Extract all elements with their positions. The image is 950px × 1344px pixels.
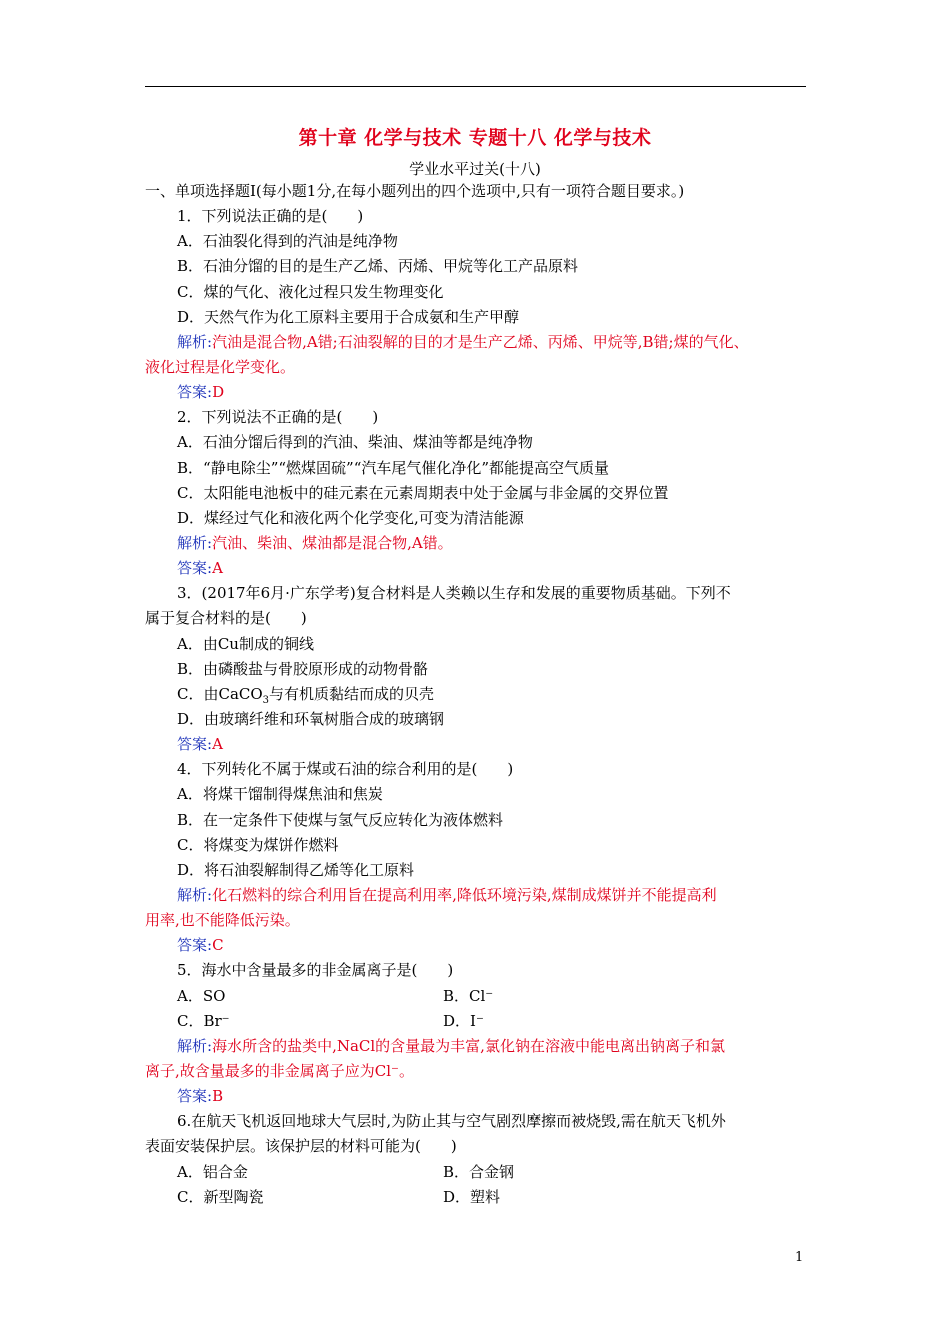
q5-option-a: A．SO	[177, 987, 226, 1005]
q4-analysis-cont: 用率,也不能降低污染。	[145, 911, 300, 929]
q2-answer	[177, 558, 223, 578]
q3-option-c-subscript: 3	[262, 695, 270, 706]
page-subtitle: 学业水平过关(十八)	[409, 160, 541, 178]
q3-option-d: D．由玻璃纤维和环氧树脂合成的玻璃钢	[177, 710, 445, 728]
q1-analysis-text: 汽油是混合物,A错;石油裂解的目的才是生产乙烯、丙烯、甲烷等,B错;煤的气化、	[212, 333, 749, 351]
q2-stem: 2．下列说法不正确的是( )	[177, 408, 379, 426]
q1-analysis	[177, 332, 749, 352]
q3-answer-value: A	[212, 735, 223, 753]
q5-analysis-cont: 离子,故含量最多的非金属离子应为Cl⁻。	[145, 1062, 414, 1080]
answer-label: 答案:	[177, 1087, 213, 1105]
q6-option-c: C．新型陶瓷	[177, 1188, 264, 1206]
q3-stem-cont: 属于复合材料的是( )	[145, 609, 307, 627]
q1-answer-value: D	[212, 383, 225, 401]
q2-analysis-text: 汽油、柴油、煤油都是混合物,A错。	[212, 534, 453, 552]
q5-answer	[177, 1086, 223, 1106]
section-heading: 一、单项选择题Ⅰ(每小题1分,在每小题列出的四个选项中,只有一项符合题目要求。)	[145, 182, 685, 200]
q6-stem-cont: 表面安装保护层。该保护层的材料可能为( )	[145, 1137, 457, 1155]
q2-option-a: A．石油分馏后得到的汽油、柴油、煤油等都是纯净物	[177, 433, 533, 451]
analysis-label: 解析:	[177, 534, 213, 552]
analysis-label: 解析:	[177, 333, 213, 351]
answer-label: 答案:	[177, 383, 213, 401]
q1-option-d: D．天然气作为化工原料主要用于合成氨和生产甲醇	[177, 308, 520, 326]
q3-option-c-post: 与有机质黏结而成的贝壳	[269, 685, 435, 703]
q5-analysis	[177, 1036, 725, 1056]
q5-option-d: D．I⁻	[443, 1012, 484, 1030]
q1-answer	[177, 382, 224, 402]
q4-analysis	[177, 885, 717, 905]
q1-option-b: B．石油分馏的目的是生产乙烯、丙烯、甲烷等化工产品原料	[177, 257, 579, 275]
q3-answer	[177, 734, 223, 754]
answer-label: 答案:	[177, 936, 213, 954]
q4-answer-value: C	[212, 936, 224, 954]
q1-option-c: C．煤的气化、液化过程只发生物理变化	[177, 283, 444, 301]
answer-label: 答案:	[177, 559, 213, 577]
q2-option-c: C．太阳能电池板中的硅元素在元素周期表中处于金属与非金属的交界位置	[177, 484, 669, 502]
q4-analysis-text: 化石燃料的综合利用旨在提高利用率,降低环境污染,煤制成煤饼并不能提高利	[212, 886, 717, 904]
q2-answer-value: A	[212, 559, 223, 577]
q4-stem: 4．下列转化不属于煤或石油的综合利用的是( )	[177, 760, 514, 778]
q1-stem: 1．下列说法正确的是( )	[177, 207, 364, 225]
q5-option-c: C．Br⁻	[177, 1012, 230, 1030]
q3-option-c	[177, 684, 434, 711]
q3-stem: 3．(2017年6月·广东学考)复合材料是人类赖以生存和发展的重要物质基础。下列不	[177, 584, 731, 602]
q3-option-a: A．由Cu制成的铜线	[177, 635, 314, 653]
q5-stem: 5．海水中含量最多的非金属离子是( )	[177, 961, 454, 979]
q1-analysis-cont: 液化过程是化学变化。	[145, 358, 296, 376]
answer-label: 答案:	[177, 735, 213, 753]
q5-analysis-text: 海水所含的盐类中,NaCl的含量最为丰富,氯化钠在溶液中能电离出钠离子和氯	[212, 1037, 725, 1055]
q5-option-b: B．Cl⁻	[443, 987, 494, 1005]
q3-option-c-pre: C．由CaCO	[177, 685, 263, 703]
q4-option-d: D．将石油裂解制得乙烯等化工原料	[177, 861, 415, 879]
q4-answer	[177, 935, 224, 955]
q3-option-b: B．由磷酸盐与骨胶原形成的动物骨骼	[177, 660, 429, 678]
q6-option-d: D．塑料	[443, 1188, 501, 1206]
q4-option-c: C．将煤变为煤饼作燃料	[177, 836, 339, 854]
q5-answer-value: B	[212, 1087, 224, 1105]
header-rule	[145, 86, 806, 87]
q2-option-b: B．“静电除尘”“燃煤固硫”“汽车尾气催化净化”都能提高空气质量	[177, 459, 610, 477]
q6-stem: 6.在航天飞机返回地球大气层时,为防止其与空气剧烈摩擦而被烧毁,需在航天飞机外	[177, 1112, 726, 1130]
q2-option-d: D．煤经过气化和液化两个化学变化,可变为清洁能源	[177, 509, 524, 527]
q2-analysis	[177, 533, 453, 553]
q6-option-b: B．合金钢	[443, 1163, 515, 1181]
q4-option-a: A．将煤干馏制得煤焦油和焦炭	[177, 785, 383, 803]
page-title: 第十章 化学与技术 专题十八 化学与技术	[298, 127, 652, 149]
q1-option-a: A．石油裂化得到的汽油是纯净物	[177, 232, 398, 250]
page-number: 1	[795, 1250, 804, 1265]
q4-option-b: B．在一定条件下使煤与氢气反应转化为液体燃料	[177, 811, 504, 829]
analysis-label: 解析:	[177, 886, 213, 904]
q6-option-a: A．铝合金	[177, 1163, 248, 1181]
analysis-label: 解析:	[177, 1037, 213, 1055]
